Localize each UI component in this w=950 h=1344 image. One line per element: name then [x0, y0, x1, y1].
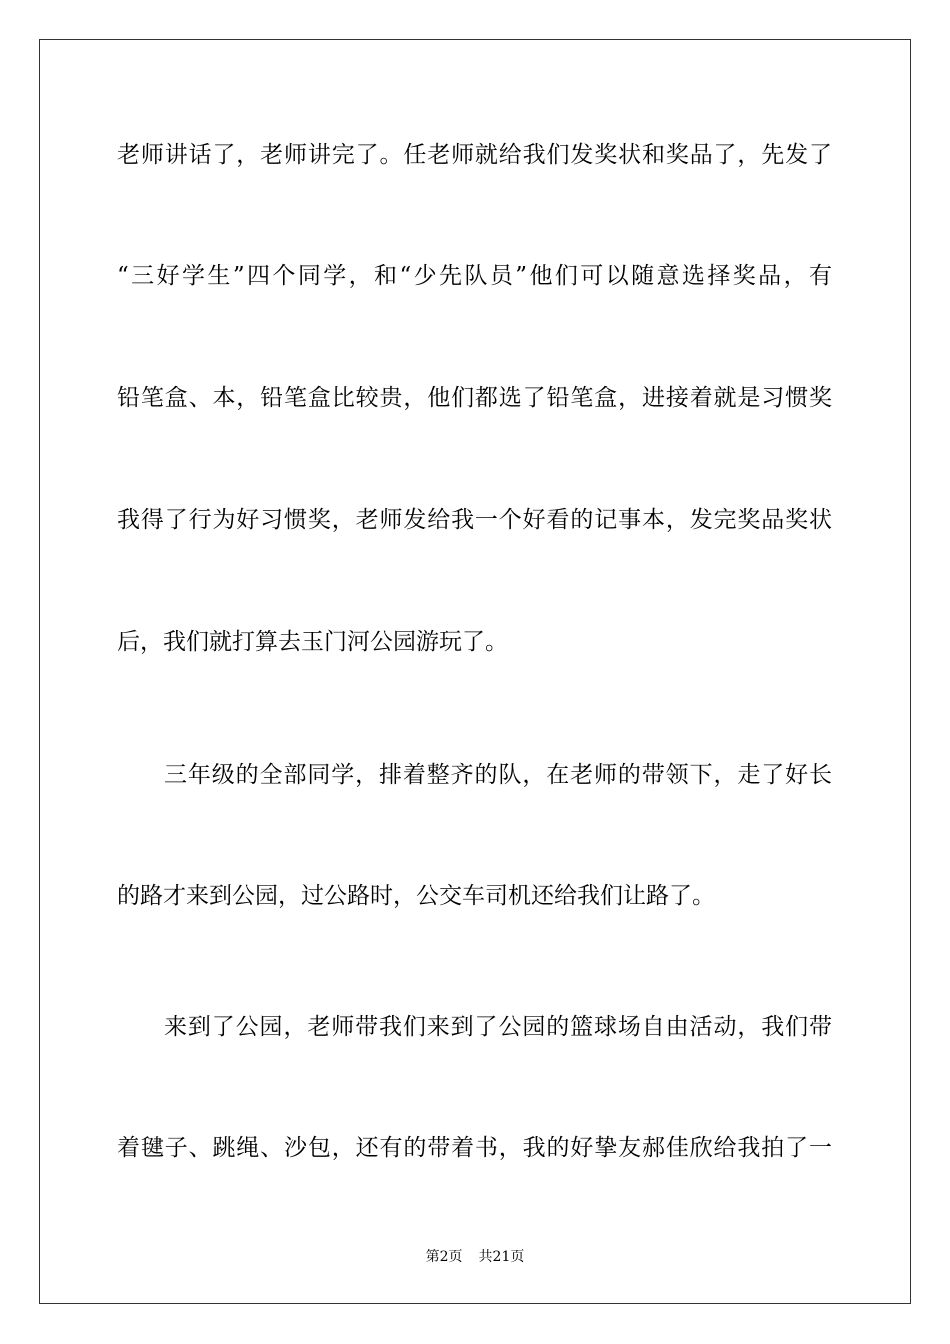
text-line-9: 着毽子、跳绳、沙包，还有的带着书，我的好挚友郝佳欣给我拍了一: [117, 1135, 832, 1161]
text-line-2: “三好学生”四个同学，和“少先队员”他们可以随意选择奖品，有: [117, 263, 832, 289]
text-line-6: 三年级的全部同学，排着整齐的队，在老师的带领下，走了好长: [164, 762, 832, 788]
text-line-4: 我得了行为好习惯奖，老师发给我一个好看的记事本，发完奖品奖状: [117, 507, 832, 533]
document-body: [117, 0, 832, 1200]
text-line-8: 来到了公园，老师带我们来到了公园的篮球场自由活动，我们带: [164, 1014, 832, 1040]
text-line-7: 的路才来到公园，过公路时，公交车司机还给我们让路了。: [117, 883, 715, 909]
page-footer: [0, 1247, 950, 1267]
text-line-1: 老师讲话了，老师讲完了。任老师就给我们发奖状和奖品了，先发了: [117, 142, 832, 168]
page-number-current: 第2页: [425, 1249, 463, 1265]
page-number-total: 共21页: [478, 1249, 525, 1265]
text-line-5: 后，我们就打算去玉门河公园游玩了。: [117, 629, 508, 655]
text-line-3: 铅笔盒、本，铅笔盒比较贵，他们都选了铅笔盒，进接着就是习惯奖: [117, 385, 832, 411]
